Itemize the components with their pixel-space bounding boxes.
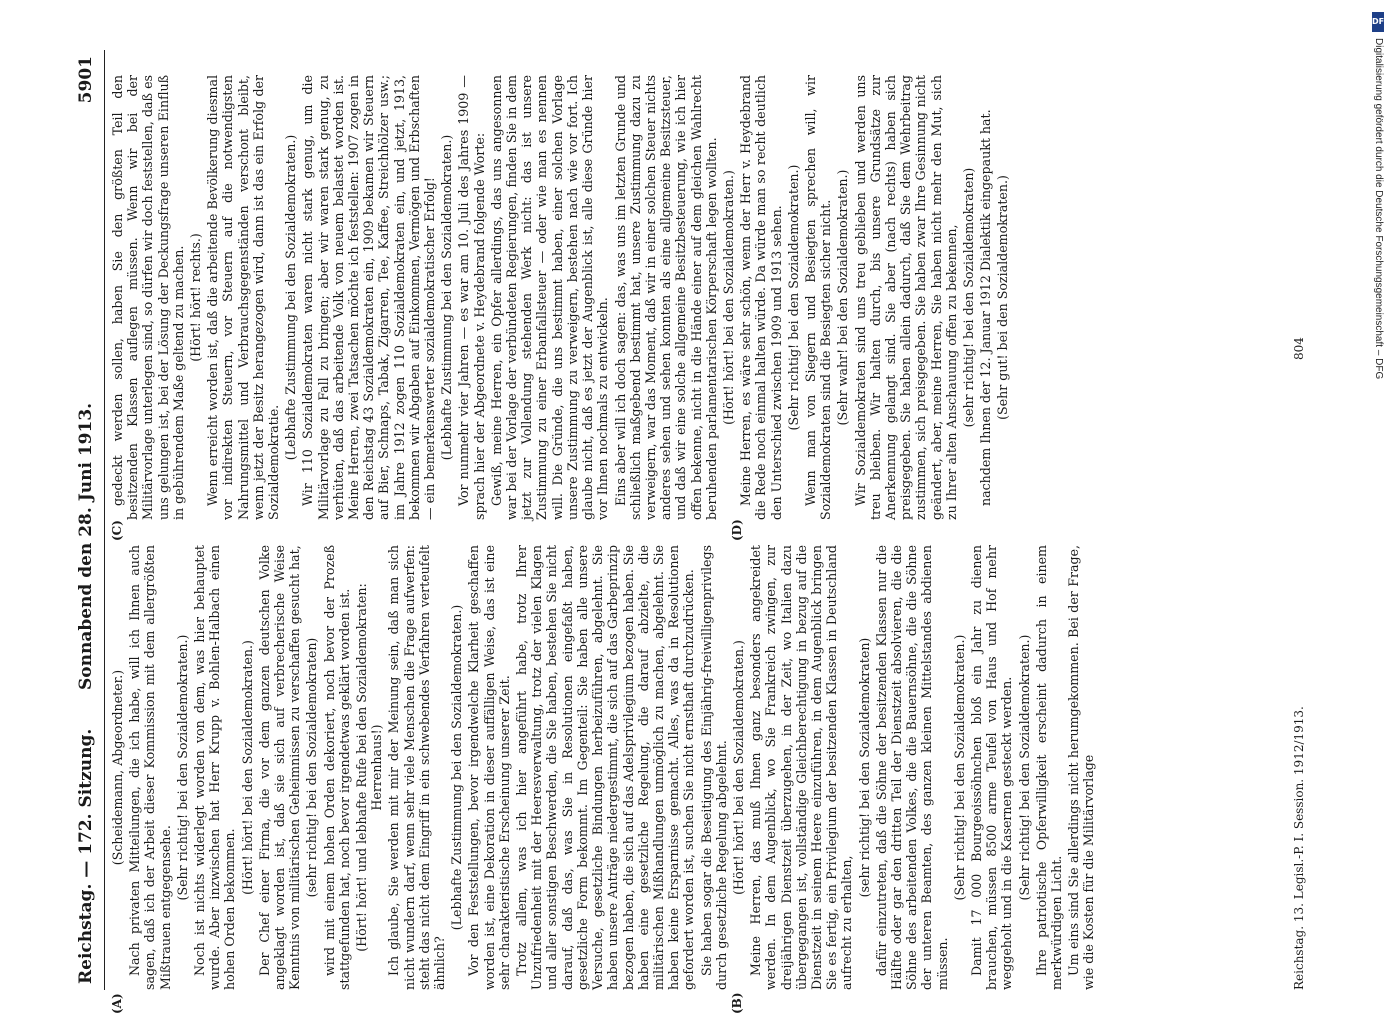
- margin-marker-b: (B): [730, 993, 744, 1014]
- paragraph: Meine Herren, das muß Ihnen ganz besonders angekreidet werden. In dem Augenblick, wo Sie Frankreich zwingen, zur dreijährigen Dienstzeit überzugehen, in der Zeit, wo Italien dazu übergegangen ist, vollständige Gleichberechtigung in bezug auf die Dienstzeit in seinem Heere einzuführen, in dem Augenblick bringen Sie es fertig, ein Privilegium der besitzenden Klassen in Deutschland aufrecht zu erhalten,: [748, 545, 854, 990]
- column-right: [110, 75, 1325, 520]
- paragraph: Wir 110 Sozialdemokraten waren nicht stark genug, um die Militärvorlage zu Fall zu bringen; aber wir waren stark genug, zu verhüten, daß das arbeitende Volk von neuem belastet worden ist. Meine Herren, zwei Tatsachen möchte ich feststellen: 1907 zogen in den Reichstag 43 Sozialdemokraten ein, 1909 bekamen wir Steuern auf Bier, Schnaps, Tabak, Zigarren, Tee, Kaffee, Streichhölzer usw.; im Jahre 1912 zogen 110 Sozialdemokraten ein, und jetzt, 1913, bekommen wir Abgaben auf Einkommen, Vermögen und Erbschaften — ein bemerkenswerter sozialdemokratischer Erfolg!: [300, 75, 437, 520]
- paragraph: Ihre patriotische Opferwilligkeit erscheint dadurch in einem merkwürdigen Licht.: [1034, 545, 1064, 990]
- paragraph: (Sehr richtig! bei den Sozialdemokraten.): [952, 545, 967, 990]
- paragraph: (Sehr richtig! bei den Sozialdemokraten.): [1017, 545, 1032, 990]
- paragraph: gedeckt werden sollen, haben Sie den größten Teil den besitzenden Klassen auflegen müssen. Wenn wir bei der Militärvorlage unterlegen sind, so dürfen wir doch feststellen, daß es uns gelungen ist, bei der Lösung der Deckungsfrage unseren Einfluß in gebührendem Maße geltend zu machen.: [110, 75, 186, 520]
- page-footer: [1292, 545, 1306, 990]
- paragraph: Wir Sozialdemokraten sind uns treu geblieben und werden uns treu bleiben. Wir halten durch, bis unsere Grundsätze zur Anerkennung gelangt sind. Sie aber (nach rechts) haben sich preisgegeben. Sie haben allein dadurch, daß Sie dem Wehrbeitrag zustimmen, sich preisgegeben. Sie haben zwar Ihre Gesinnung nicht geändert, aber, meine Herren, Sie haben nicht mehr den Mut, sich zu Ihrer alten Anschauung offen zu bekennen,: [853, 75, 959, 520]
- paragraph: (Hört! hört! und lebhafte Rufe bei den Sozialdemokraten: Herrenhaus!): [354, 545, 384, 990]
- rotated-page: [70, 50, 1330, 990]
- paragraph: Sie haben sogar die Beseitigung des Einjährig-freiwilligenprivilegs durch gesetzliche Regelung abgelehnt.: [699, 545, 729, 990]
- paragraph: (Sehr richtig! bei den Sozialdemokraten.): [786, 75, 801, 520]
- paragraph: (Hört! hört! bei den Sozialdemokraten.): [731, 545, 746, 990]
- text-columns: [110, 50, 1325, 990]
- paragraph: (Sehr richtig! bei den Sozialdemokraten.): [175, 545, 190, 990]
- paragraph: Trotz allem, was ich hier angeführt habe, trotz Ihrer Unzufriedenheit mit der Heeresverwaltung, trotz der vielen Klagen und aller sonstigen Beschwerden, die Sie haben, bestehen Sie nicht darauf, daß das, was Sie in Resolutionen eingefaßt haben, gesetzliche Form bekommt. Im Gegenteil: Sie haben alle unsere Versuche, gesetzliche Bindungen herbeizuführen, abgelehnt. Sie haben unsere Anträge niedergestimmt, die sich auf das Garbeprinzip bezogen haben, die sich auf das Adelsprivilegium bezogen haben. Sie haben eine gesetzliche Regelung, die darauf abzielte, die militärischen Mißhandlungen unmöglich zu machen, abgelehnt. Sie haben keine Ersparnisse gemacht. Alles, was da in Resolutionen gefordert worden ist, suchen Sie nicht ernsthaft durchzudrücken.: [514, 545, 696, 990]
- footer-session: Reichstag. 13. Legisl.-P. I. Session. 1912/1913.: [1292, 706, 1306, 990]
- paragraph: Meine Herren, es wäre sehr schön, wenn der Herr v. Heydebrand die Rede noch einmal halten würde. Da würde man so recht deutlich den Unterschied zwischen 1909 und 1913 sehen.: [738, 75, 784, 520]
- paragraph: Nach privaten Mitteilungen, die ich habe, will ich Ihnen auch sagen, daß ich der Arbeit dieser Kommission mit dem allergrößten Mißtrauen entgegensehe.: [127, 545, 173, 990]
- paragraph: Vor nunmehr vier Jahren — es war am 10. Juli des Jahres 1909 — sprach hier der Abgeordnete v. Heydebrand folgende Worte:: [456, 75, 486, 520]
- paragraph: Der Chef einer Firma, die vor dem ganzen deutschen Volke angeklagt worden ist, daß sie sich auf verbrecherische Weise Kenntnis von militärischen Geheimnissen zu verschaffen gesucht hat,: [257, 545, 303, 990]
- paragraph: Noch ist nichts widerlegt worden von dem, was hier behauptet wurde. Aber inzwischen hat Herr Krupp v. Bohlen-Halbach einen hohen Orden bekommen.: [192, 545, 238, 990]
- paragraph: (Hört! hört! bei den Sozialdemokraten.): [721, 75, 736, 520]
- paragraph: (Scheidemann, Abgeordneter.): [110, 545, 125, 990]
- paragraph: Wenn man von Siegern und Besiegten sprechen will, wir Sozialdemokraten sind die Besiegten sicher nicht.: [803, 75, 833, 520]
- paragraph: Gewiß, meine Herren, ein Opfer allerdings, das uns angesonnen war bei der Vorlage der verbündeten Regierungen, finden Sie in dem jetzt zur Vollendung stehenden Werk nicht: das ist unsere Zustimmung zu einer Erbanfallsteuer — oder wie man es nennen will. Die Gründe, die uns bestimmt haben, einer solchen Vorlage unsere Zustimmung zu verweigern, bestehen nach wie vor fort. Ich glaube nicht, daß es jetzt der Augenblick ist, alle diese Gründe hier vor Ihnen nochmals zu entwickeln.: [489, 75, 611, 520]
- margin-marker-c: (C): [110, 520, 124, 541]
- paragraph: Ich glaube, Sie werden mit mir der Meinung sein, daß man sich nicht wundern darf, wenn sehr viele Menschen die Frage aufwerfen: steht das nicht dem Eingriff in ein schwebendes Verfahren verteufelt ähnlich?: [386, 545, 447, 990]
- margin-marker-a: (A): [110, 993, 124, 1014]
- paragraph: (Sehr gut! bei den Sozialdemokraten.): [995, 75, 1010, 520]
- paragraph: Wenn erreicht worden ist, daß die arbeitende Bevölkerung diesmal vor indirekten Steuern, vor Steuern auf die notwendigsten Nahrungsmittel und Verbrauchsgegenständen verschont bleibt, wenn jetzt der Besitz herangezogen wird, dann ist das ein Erfolg der Sozialdemokratie.: [205, 75, 281, 520]
- column-left: [110, 545, 1325, 990]
- paragraph: wird mit einem hohen Orden dekoriert, noch bevor der Prozeß stattgefunden hat, noch bevor irgendetwas geklärt worden ist.: [322, 545, 352, 990]
- paragraph: (Lebhafte Zustimmung bei den Sozialdemokraten.): [449, 545, 464, 990]
- paragraph: (sehr richtig! bei den Sozialdemokraten): [961, 75, 976, 520]
- paragraph: (sehr richtig! bei den Sozialdemokraten): [304, 545, 319, 990]
- running-head: [70, 50, 105, 990]
- header-left: Reichstag. — 172. Sitzung.: [76, 729, 96, 984]
- paragraph: (Lebhafte Zustimmung bei den Sozialdemokraten.): [439, 75, 454, 520]
- page-number: 5901: [76, 56, 96, 103]
- paragraph: Damit 17 000 Bourgeoissöhnchen bloß ein Jahr zu dienen brauchen, müssen 8500 arme Teufel von Haus und Hof mehr weggeholt und in die Kasernen gesteckt werden.: [969, 545, 1015, 990]
- header-date: Sonnabend den 28. Juni 1913.: [76, 403, 96, 690]
- paragraph: dafür einzutreten, daß die Söhne der besitzenden Klassen nur die Hälfte oder gar den dritten Teil der Dienstzeit absolvieren, die die Söhne des arbeitenden Volkes, die die Bauernsöhne, die die Söhne der unteren Beamten, des ganzen kleinen Mittelstandes abdienen müssen.: [874, 545, 950, 990]
- margin-marker-d: (D): [730, 519, 744, 541]
- paragraph: (Hört! hört! bei den Sozialdemokraten.): [240, 545, 255, 990]
- paragraph: Vor den Feststellungen, bevor irgendwelche Klarheit geschaffen worden ist, eine Dekoration in dieser auffälligen Weise, das ist eine sehr charakteristische Erscheinung unserer Zeit.: [466, 545, 512, 990]
- digitization-credit: Digitalisierung gefördert durch die Deutsche Forschungsgemeinschaft – DFG: [1373, 38, 1384, 379]
- footer-signature: 804: [1292, 337, 1306, 360]
- paragraph: nachdem Ihnen der 12. Januar 1912 Dialektik eingepaukt hat.: [978, 75, 993, 520]
- paragraph: (sehr richtig! bei den Sozialdemokraten): [857, 545, 872, 990]
- dfg-logo: DFG: [1372, 12, 1384, 32]
- paragraph: Um eins sind Sie allerdings nicht herumgekommen. Bei der Frage, wie die Kosten für die Militärvorlage: [1066, 545, 1096, 990]
- paragraph: (Hört! hört! rechts.): [188, 75, 203, 520]
- paragraph: (Sehr wahr! bei den Sozialdemokraten.): [835, 75, 850, 520]
- paragraph: (Lebhafte Zustimmung bei den Sozialdemokraten.): [283, 75, 298, 520]
- digitization-sidebar: [1372, 8, 1388, 988]
- paragraph: Eins aber will ich doch sagen: das, was uns im letzten Grunde und schließlich maßgebend bestimmt hat, unsere Zustimmung dazu zu verweigern, war das Moment, daß wir in einer solchen Steuer nichts anderes sehen und sehen konnten als eine allgemeine Besitzsteuer, und daß wir eine solche allgemeine Besitzbesteuerung, wie ich hier offen bekenne, nicht in die Hände einer auf dem gleichen Wahlrecht beruhenden parlamentarischen Körperschaft legen wollten.: [613, 75, 719, 520]
